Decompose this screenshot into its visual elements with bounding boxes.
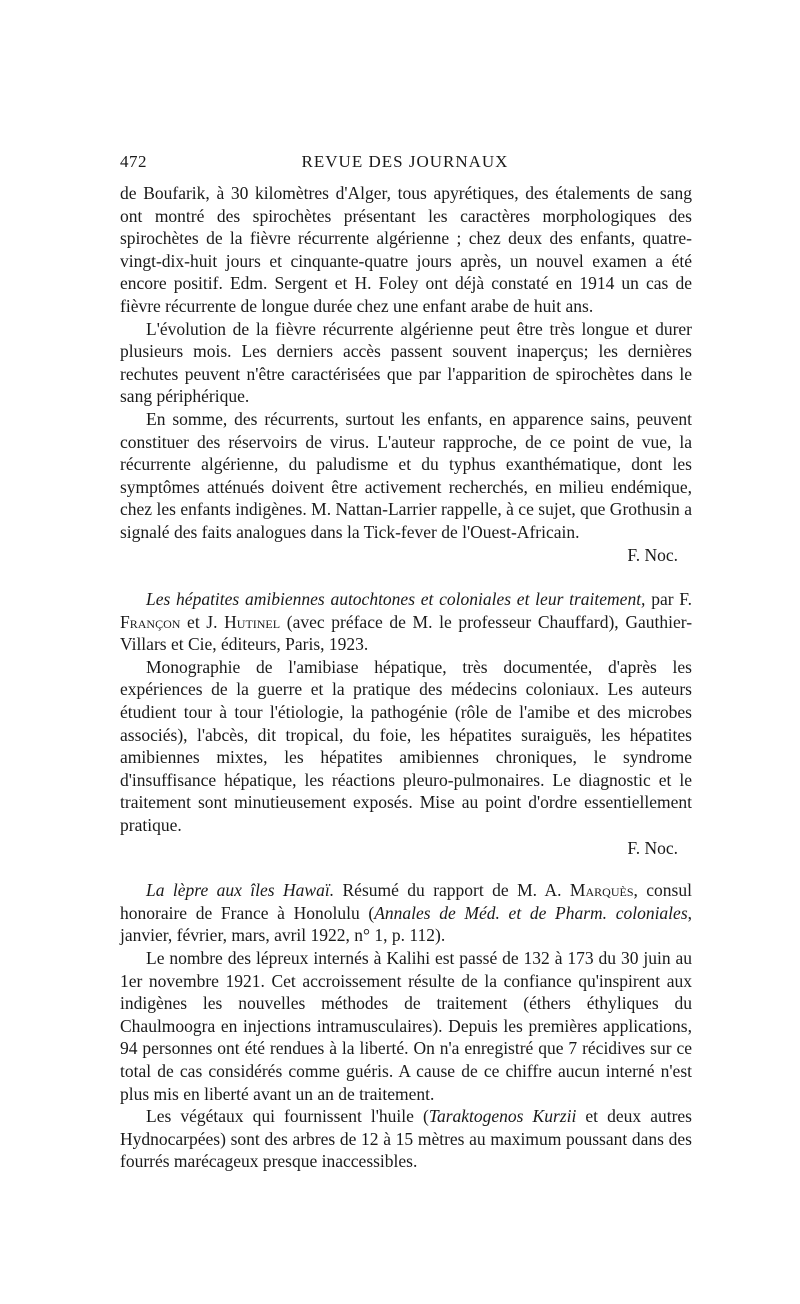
- ref-text: par F.: [651, 589, 692, 610]
- paragraph: L'évolution de la fièvre récurrente algérienne peut être très longue et durer plusieurs mois. Les derniers accès passent souvent inaperçus; les dernières rechutes peuvent n'être caractérisées que par l'apparition de spirochètes dans le sang périphérique.: [120, 318, 692, 407]
- ref-text: et J.: [187, 611, 218, 632]
- author-name: Françon: [120, 611, 181, 632]
- signature: F. Noc.: [627, 837, 678, 858]
- paragraph: [120, 1105, 692, 1173]
- book-title: Les hépatites amibiennes autochtones et coloniales et leur traitement,: [146, 589, 646, 610]
- running-title: REVUE DES JOURNAUX: [301, 152, 509, 171]
- page-body: [120, 182, 692, 1173]
- author-name: Marquès: [569, 880, 634, 901]
- paragraph: En somme, des récurrents, surtout les enfants, en apparence sains, peuvent constituer des réservoirs de virus. L'auteur rapproche, de ce point de vue, la récurrente algérienne, du paludisme et du typhus exanthématique, dont les symptômes atténués doivent être activement recherchés, en milieu endémique, chez les enfants indigènes. M. Nattan-Larrier rappelle, à ce sujet, que Grothusin a signalé des faits analogues dans la Tick-fever de l'Ouest-Africain.: [120, 408, 692, 542]
- article-title: La lèpre aux îles Hawaï.: [146, 880, 335, 901]
- paragraph-text: Les végétaux qui fournissent l'huile (: [146, 1106, 429, 1127]
- signature: F. Noc.: [627, 544, 678, 565]
- paragraph: Monographie de l'amibiase hépatique, très documentée, d'après les expériences de la guerre et la pratique des médecins coloniaux. Les auteurs étudient tour à tour l'étiologie, la pathogénie (rôle de l'amibe et des microbes associés), l'abcès, dit tropical, du foie, les hépatites suraiguës, les hépatites amibiennes mixtes, les hépatites amibiennes chroniques, le syndrome d'insuffisance hépatique, les réactions pleuro-pulmonaires. Le diagnostic et le traitement sont minutieusement exposés. Mise au point d'ordre essentiellement pratique.: [120, 656, 692, 836]
- section-gap: [120, 566, 692, 588]
- article-reference: [120, 879, 692, 947]
- paragraph-text: et deux autres Hydnocarpées) sont des arbres de 12 à 15 mètres au maximum poussant dans des fourrés marécageux presque inaccessibles.: [120, 1106, 692, 1172]
- page-header: [120, 152, 690, 180]
- section-gap: [120, 859, 692, 879]
- book-reference: [120, 588, 692, 656]
- page-number: 472: [120, 152, 147, 171]
- journal-name: Annales de Méd. et de Pharm. coloniales: [374, 902, 688, 923]
- ref-text: (avec préface de M. le professeur Chauffard), Gauthier-Villars et Cie, éditeurs, Paris, 1923.: [120, 611, 693, 655]
- paragraph: Le nombre des lépreux internés à Kalihi est passé de 132 à 173 du 30 juin au 1er novembre 1921. Cet accroissement résulte de la confiance qu'inspirent aux indigènes les nouvelles méthodes de traitement (éthers éthyliques du Chaulmoogra en injections intramusculaires). Depuis les premières applications, 94 personnes ont été rendues à la liberté. On n'a enregistré que 7 récidives sur ce total de cas considérés comme guéris. A cause de ce chiffre aucun interné n'est plus mis en liberté avant un an de traitement.: [120, 948, 692, 1104]
- author-name: Hutinel: [224, 611, 281, 632]
- ref-text: Résumé du rapport de M. A.: [342, 880, 562, 901]
- ref-text: , janvier, février, mars, avril 1922, n° 1, p. 112).: [120, 902, 692, 946]
- species-name: Taraktogenos Kurzii: [428, 1106, 577, 1127]
- paragraph: de Boufarik, à 30 kilomètres d'Alger, tous apyrétiques, des étalements de sang ont montré des spirochètes présentant les caractères morphologiques des spirochètes de la fièvre récurrente algérienne ; chez deux des enfants, quatre-vingt-dix-huit jours et cinquante-quatre jours après, un nouvel examen a été encore positif. Edm. Sergent et H. Foley ont déjà constaté en 1914 un cas de fièvre récurrente de longue durée chez une enfant arabe de huit ans.: [120, 183, 692, 316]
- ref-text: , consul honoraire de France à Honolulu (: [120, 880, 692, 923]
